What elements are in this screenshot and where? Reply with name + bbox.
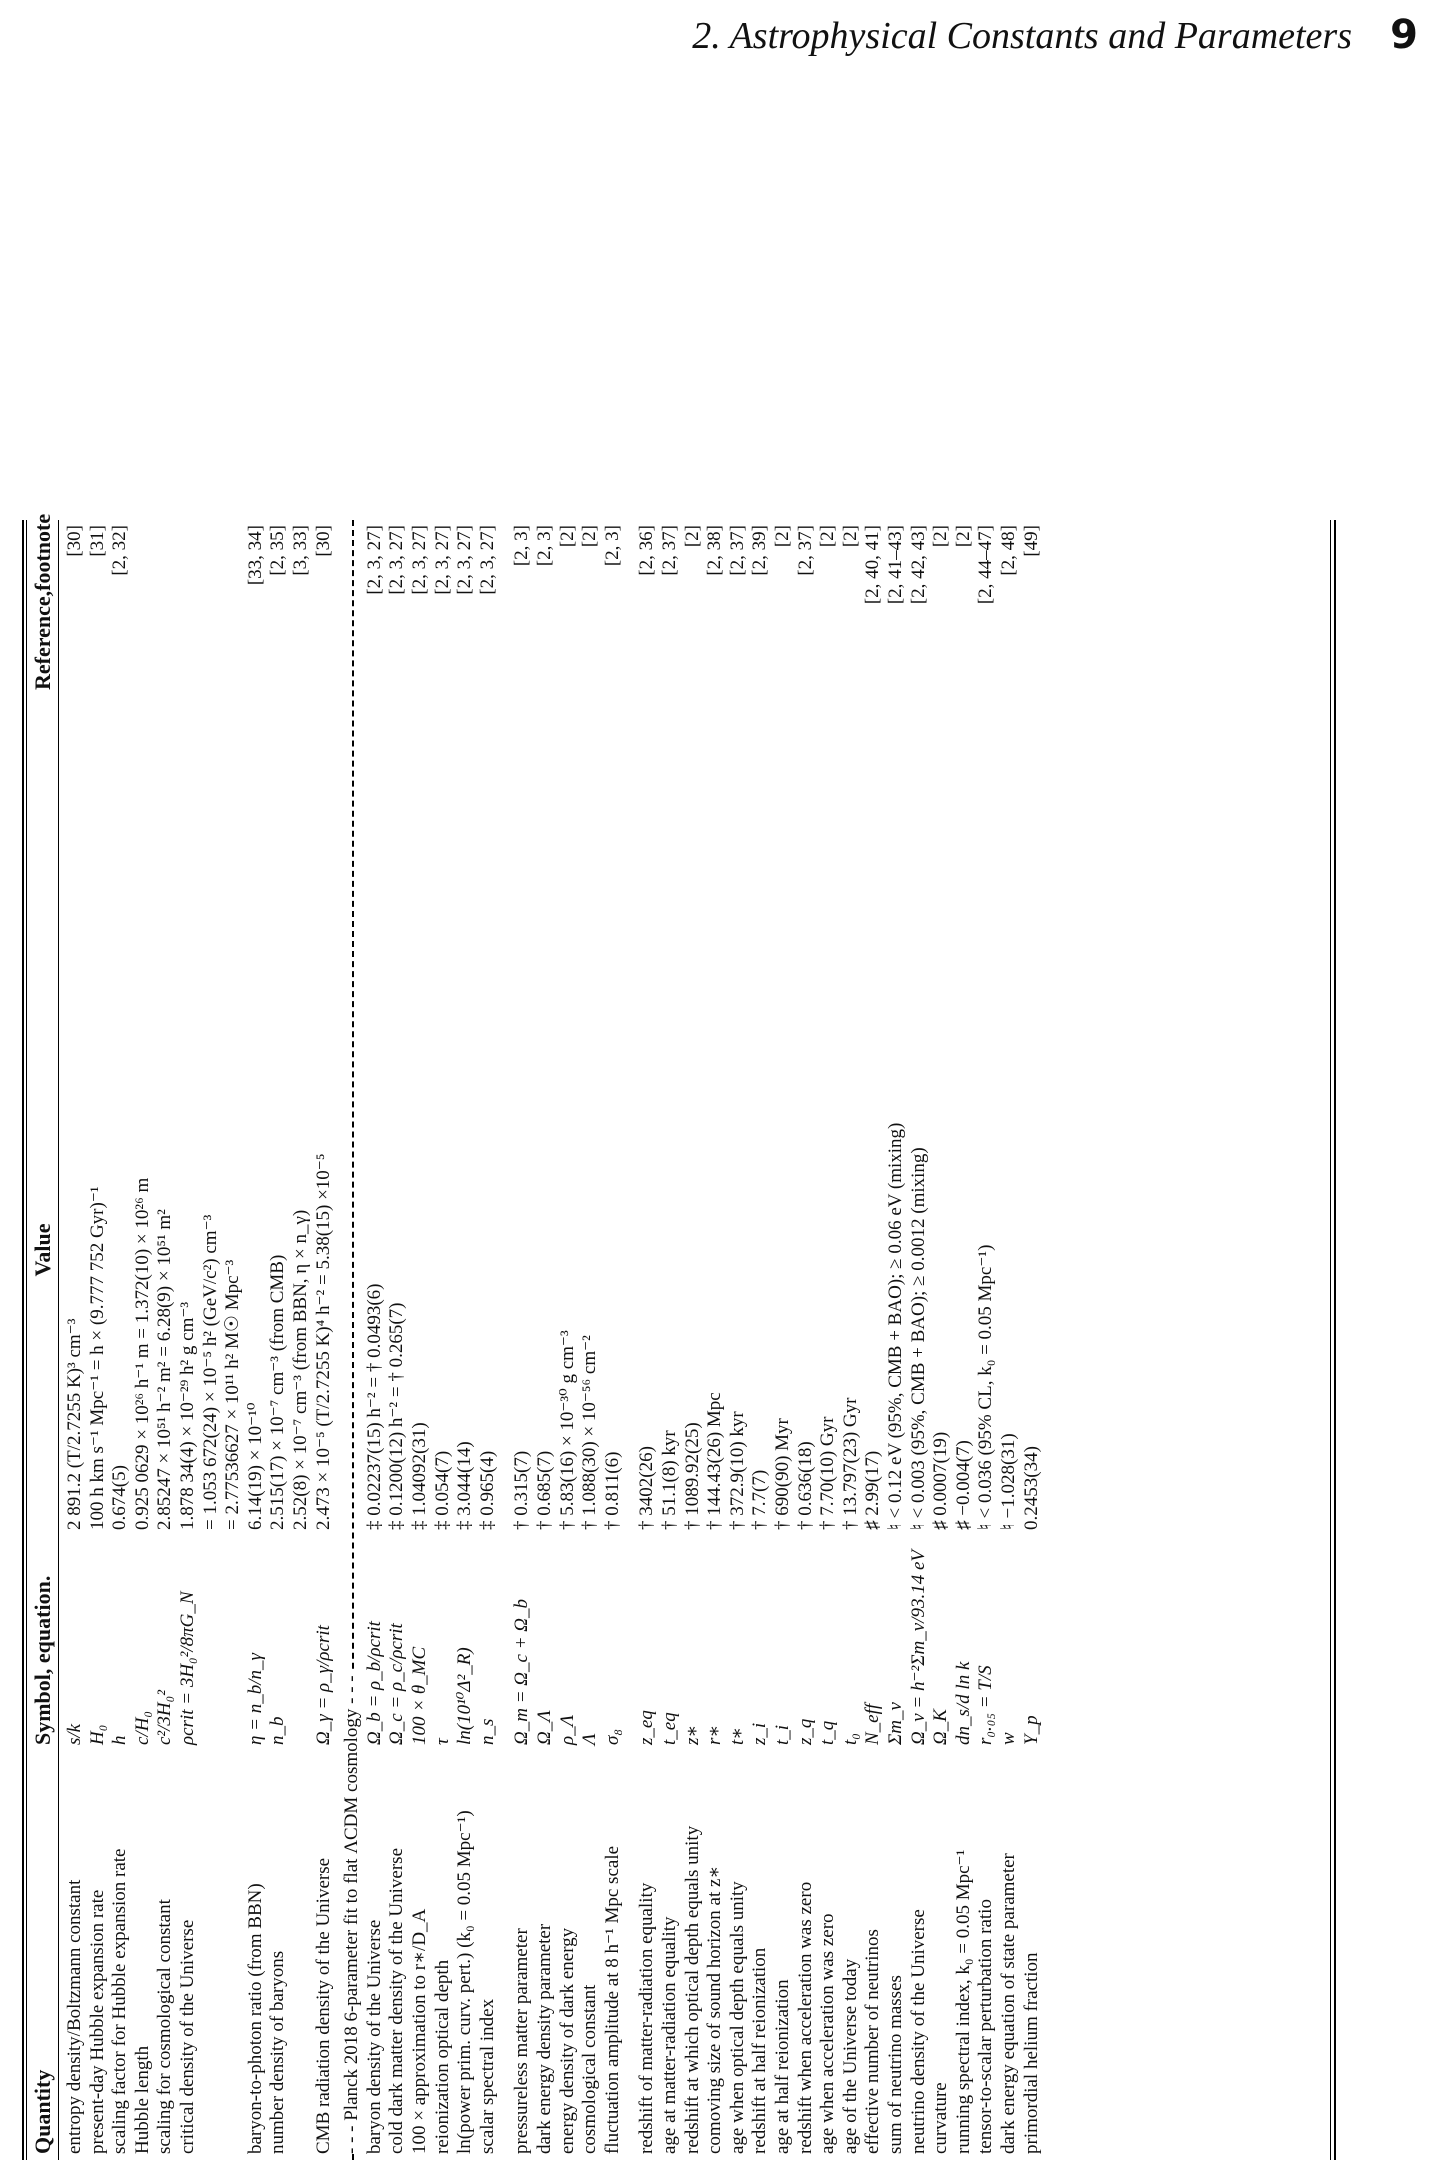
table-row xyxy=(953,520,975,2160)
cell-symbol: Ω_ν = h⁻²Σm_ν/93.14 eV xyxy=(907,1550,929,1745)
top-rule-inner xyxy=(26,520,27,2160)
cell-reference: [2, 3, 27] xyxy=(409,525,430,595)
cell-reference: [2, 37] xyxy=(794,525,816,576)
table-row xyxy=(1021,520,1043,2160)
cell-symbol: s/k xyxy=(64,1723,85,1745)
table-row xyxy=(862,520,884,2160)
cell-symbol: Ω_b = ρ_b/ρcrit xyxy=(363,1621,385,1745)
cell-value: ♯ 0.0007(19) xyxy=(930,1431,952,1530)
cell-value: † 690(90) Myr xyxy=(772,1418,793,1530)
cell-reference: [2, 35] xyxy=(267,525,289,576)
cell-reference: [2, 3] xyxy=(601,525,623,567)
cell-symbol: ρ_Λ xyxy=(556,1714,578,1745)
cell-value: ‡ 0.054(7) xyxy=(431,1450,453,1530)
running-head xyxy=(0,0,1432,70)
table-row xyxy=(87,520,109,2160)
table-row xyxy=(636,520,658,2160)
cell-reference: [49] xyxy=(1020,525,1042,557)
cell-value: 0.2453(34) xyxy=(1020,1446,1042,1530)
table-row xyxy=(386,520,408,2160)
table-row xyxy=(998,520,1020,2160)
header-symbol: Symbol, equation. xyxy=(30,1575,55,1745)
cell-value: † 7.70(10) Gyr xyxy=(817,1416,839,1530)
cell-value: † 13.797(23) Gyr xyxy=(839,1397,861,1530)
cell-value: † 51.1(8) kyr xyxy=(659,1430,680,1530)
cell-value: ‡ 0.965(4) xyxy=(476,1450,498,1530)
cell-quantity: effective number of neutrinos xyxy=(862,1929,884,2154)
table-row xyxy=(313,520,335,2160)
cell-symbol: t_q xyxy=(817,1720,839,1745)
table-row xyxy=(749,520,771,2160)
cell-value: ‡ 3.044(14) xyxy=(454,1441,476,1530)
cell-reference: [2, 3, 27] xyxy=(454,525,476,595)
table-row xyxy=(772,520,794,2160)
cell-reference: [2, 3, 27] xyxy=(431,525,453,595)
bottom-rule-inner xyxy=(1330,520,1331,2160)
cell-reference: [2] xyxy=(930,525,952,548)
cell-symbol: 100 × θ_MC xyxy=(409,1646,430,1745)
cell-reference: [2] xyxy=(952,525,974,548)
cell-quantity: baryon-to-photon ratio (from BBN) xyxy=(244,1883,266,2154)
cell-quantity: present-day Hubble expansion rate xyxy=(86,1889,108,2154)
cell-value: 2 891.2 (T/2.7255 K)³ cm⁻³ xyxy=(64,1318,85,1530)
page-number: 9 xyxy=(1390,12,1418,58)
table-row xyxy=(109,520,131,2160)
cell-reference: [2, 3] xyxy=(534,525,555,567)
cell-value: 1.878 34(4) × 10⁻²⁹ h² g cm⁻³ xyxy=(177,1301,198,1530)
cell-reference: [2, 32] xyxy=(109,525,131,576)
table-row xyxy=(177,520,199,2160)
table-row xyxy=(557,520,579,2160)
cell-reference: [3, 33] xyxy=(290,525,311,576)
cell-reference: [2, 42, 43] xyxy=(907,525,929,605)
cell-symbol: Ω_γ = ρ_γ/ρcrit xyxy=(312,1625,334,1745)
cell-reference: [2, 48] xyxy=(998,525,1019,576)
table-row xyxy=(659,520,681,2160)
table-row xyxy=(579,520,601,2160)
cell-reference: [2, 37] xyxy=(726,525,748,576)
table-row xyxy=(795,520,817,2160)
cell-symbol: ln(10¹⁰Δ²_R) xyxy=(454,1647,476,1745)
table-row xyxy=(154,520,176,2160)
cell-value: 0.674(5) xyxy=(109,1465,131,1530)
cell-quantity: cold dark matter density of the Universe xyxy=(386,1847,408,2154)
cell-quantity: tensor-to-scalar perturbation ratio xyxy=(975,1899,997,2154)
cell-value: † 144.43(26) Mpc xyxy=(704,1392,726,1530)
cell-value: † 0.315(7) xyxy=(511,1450,533,1530)
cell-reference: [2, 44–47] xyxy=(975,525,997,605)
cell-value: 2.473 × 10⁻⁵ (T/2.7255 K)⁴ h⁻² = 5.38(15) ×10⁻⁵ xyxy=(312,1153,334,1530)
cell-quantity: age at matter-radiation equality xyxy=(659,1916,680,2154)
cell-value: † 1089.92(25) xyxy=(681,1422,703,1530)
cell-value: † 0.685(7) xyxy=(534,1450,555,1530)
cell-quantity: age when acceleration was zero xyxy=(817,1913,839,2154)
cell-value: 6.14(19) × 10⁻¹⁰ xyxy=(244,1402,266,1530)
cell-quantity: scaling for cosmological constant xyxy=(154,1899,176,2154)
cell-symbol: σ₈ xyxy=(601,1729,623,1745)
cell-quantity: pressureless matter parameter xyxy=(511,1928,533,2154)
table-row xyxy=(885,520,907,2160)
cell-reference: [30] xyxy=(312,525,334,557)
cell-value: † 3402(26) xyxy=(636,1446,658,1530)
cell-value: = 2.77536627 × 10¹¹ h² M☉ Mpc⁻³ xyxy=(222,1259,244,1530)
cell-reference: [2] xyxy=(817,525,839,548)
cell-symbol: Σm_ν xyxy=(885,1702,906,1745)
cell-reference: [2, 37] xyxy=(659,525,680,576)
cell-symbol: ρcrit = 3H₀²/8πG_N xyxy=(177,1591,198,1745)
table-row xyxy=(477,520,499,2160)
cell-symbol: n_s xyxy=(476,1718,498,1745)
cell-symbol: z∗ xyxy=(681,1724,703,1745)
cell-value: ♯ 2.99(17) xyxy=(862,1450,884,1530)
cell-quantity: scalar spectral index xyxy=(476,1998,498,2154)
cell-reference: [2] xyxy=(839,525,861,548)
cell-quantity: comoving size of sound horizon at z∗ xyxy=(704,1865,726,2154)
table-row xyxy=(200,520,222,2160)
table-row xyxy=(267,520,289,2160)
cell-reference: [2, 3, 27] xyxy=(386,525,408,595)
header-rule xyxy=(58,520,59,2160)
cell-symbol: Ω_m = Ω_c + Ω_b xyxy=(511,1598,533,1745)
cell-quantity: 100 × approximation to r∗/D_A xyxy=(409,1908,430,2154)
cell-value: ‡ 0.02237(15) h⁻² = † 0.0493(6) xyxy=(363,1283,385,1530)
cell-symbol: Λ xyxy=(579,1733,601,1745)
table-row xyxy=(409,520,431,2160)
table-row xyxy=(132,520,154,2160)
cell-symbol: r∗ xyxy=(704,1724,726,1745)
table-row xyxy=(290,520,312,2160)
cell-reference: [2] xyxy=(681,525,703,548)
table-row xyxy=(245,520,267,2160)
cell-symbol: Y_p xyxy=(1020,1715,1042,1745)
cell-value: † 0.636(18) xyxy=(794,1441,816,1530)
running-head-title: 2. Astrophysical Constants and Parameters xyxy=(692,15,1352,57)
cell-quantity: scaling factor for Hubble expansion rate xyxy=(109,1848,131,2154)
table-row xyxy=(64,520,86,2160)
cell-value: 0.925 0629 × 10²⁶ h⁻¹ m = 1.372(10) × 10²⁶ m xyxy=(131,1177,153,1530)
cell-value: ‡ 0.1200(12) h⁻² = † 0.265(7) xyxy=(386,1302,408,1530)
cell-quantity: redshift when acceleration was zero xyxy=(794,1881,816,2154)
cell-value: † 372.9(10) kyr xyxy=(726,1411,748,1530)
cell-symbol: w xyxy=(998,1732,1019,1745)
cell-quantity: energy density of dark energy xyxy=(556,1927,578,2154)
cell-quantity: Hubble length xyxy=(131,2045,153,2154)
cell-quantity: neutrino density of the Universe xyxy=(907,1909,929,2154)
table-row xyxy=(602,520,624,2160)
cell-value: = 1.053 672(24) × 10⁻⁵ h² (GeV/c²) cm⁻³ xyxy=(199,1214,221,1530)
cell-reference: [31] xyxy=(86,525,108,557)
cell-reference: [2] xyxy=(772,525,793,548)
cell-reference: [2, 41–43] xyxy=(885,525,906,605)
table-row xyxy=(727,520,749,2160)
cell-quantity: redshift at which optical depth equals unity xyxy=(681,1825,703,2154)
table-row xyxy=(454,520,476,2160)
cell-symbol: Ω_Λ xyxy=(534,1710,555,1745)
cell-quantity: running spectral index, k₀ = 0.05 Mpc⁻¹ xyxy=(952,1849,974,2154)
cell-value: 2.85247 × 10⁵¹ h⁻² m² = 6.28(9) × 10⁵¹ m² xyxy=(154,1209,176,1530)
cell-value: † 7.7(7) xyxy=(749,1469,771,1530)
cell-symbol: z_eq xyxy=(636,1710,658,1745)
cell-quantity: ln(power prim. curv. pert.) (k₀ = 0.05 Mpc⁻¹) xyxy=(454,1810,476,2154)
table-row xyxy=(534,520,556,2160)
cell-quantity: entropy density/Boltzmann constant xyxy=(64,1879,85,2154)
table-row xyxy=(908,520,930,2160)
cell-value: 2.515(17) × 10⁻⁷ cm⁻³ (from CMB) xyxy=(267,1254,289,1530)
cell-reference: [2] xyxy=(556,525,578,548)
table-row xyxy=(364,520,386,2160)
cell-reference: [33, 34] xyxy=(244,525,266,586)
table-row xyxy=(704,520,726,2160)
header-value: Value xyxy=(30,1223,55,1277)
table-row xyxy=(682,520,704,2160)
cell-symbol: z_i xyxy=(749,1722,771,1745)
cell-value: ♮ < 0.003 (95%, CMB + BAO); ≥ 0.0012 (mixing) xyxy=(907,1147,929,1530)
section-title-text: - - - Planck 2018 6-parameter fit to flat ΛCDM cosmology - - - xyxy=(341,1669,363,2154)
table-row xyxy=(817,520,839,2160)
cell-quantity: redshift at half reionization xyxy=(749,1947,771,2154)
table-row xyxy=(840,520,862,2160)
cell-symbol: h xyxy=(109,1735,131,1745)
cell-quantity: primordial helium fraction xyxy=(1020,1952,1042,2154)
cell-value: ♯ −0.004(7) xyxy=(952,1440,974,1530)
cell-quantity: redshift of matter-radiation equality xyxy=(636,1882,658,2154)
cell-quantity: curvature xyxy=(930,2082,952,2154)
cell-symbol: Ω_K xyxy=(930,1709,952,1745)
cell-reference: [2, 3, 27] xyxy=(363,525,385,595)
cell-symbol: c²/3H₀² xyxy=(154,1690,176,1745)
cell-quantity: number density of baryons xyxy=(267,1950,289,2154)
cell-quantity: CMB radiation density of the Universe xyxy=(312,1857,334,2154)
cell-value: ‡ 1.04092(31) xyxy=(409,1422,430,1530)
cell-quantity: age at half reionization xyxy=(772,1979,793,2154)
cell-value: † 5.83(16) × 10⁻³⁰ g cm⁻³ xyxy=(556,1330,578,1530)
section-title xyxy=(341,520,363,2160)
cell-symbol: Ω_c = ρ_c/ρcrit xyxy=(386,1623,408,1745)
cell-value: 2.52(8) × 10⁻⁷ cm⁻³ (from BBN, η × n_γ) xyxy=(290,1209,311,1530)
cell-quantity: dark energy density parameter xyxy=(534,1923,555,2154)
table-row xyxy=(930,520,952,2160)
cell-value: † 1.088(30) × 10⁻⁵⁶ cm⁻² xyxy=(579,1335,601,1530)
cell-symbol: N_eff xyxy=(862,1703,884,1745)
table-row xyxy=(432,520,454,2160)
header-reference: Reference,footnote xyxy=(30,513,55,690)
cell-reference: [2, 38] xyxy=(704,525,726,576)
constants-table xyxy=(18,513,1348,2160)
cell-symbol: τ xyxy=(431,1738,453,1745)
cell-value: ♮ < 0.12 eV (95%, CMB + BAO); ≥ 0.06 eV (mixing) xyxy=(885,1122,906,1530)
table-row xyxy=(222,520,244,2160)
cell-symbol: η = n_b/n_γ xyxy=(244,1652,266,1745)
cell-quantity: fluctuation amplitude at 8 h⁻¹ Mpc scale xyxy=(601,1845,623,2154)
header-quantity: Quantity xyxy=(30,2069,55,2154)
cell-value: 100 h km s⁻¹ Mpc⁻¹ = h × (9.777 752 Gyr)⁻¹ xyxy=(86,1186,108,1530)
cell-symbol: H₀ xyxy=(86,1724,108,1745)
cell-reference: [2, 40, 41] xyxy=(862,525,884,605)
cell-reference: [30] xyxy=(64,525,85,557)
table-row xyxy=(511,520,533,2160)
cell-reference: [2, 36] xyxy=(636,525,658,576)
cell-symbol: r₀.₀₅ = T/S xyxy=(975,1665,997,1745)
cell-reference: [2, 39] xyxy=(749,525,771,576)
cell-symbol: z_q xyxy=(794,1718,816,1745)
cell-value: † 0.811(6) xyxy=(601,1451,623,1530)
bottom-rule xyxy=(1334,520,1336,2160)
cell-symbol: dn_s/d ln k xyxy=(952,1661,974,1745)
cell-symbol: t_eq xyxy=(659,1712,680,1745)
cell-quantity: age when optical depth equals unity xyxy=(726,1881,748,2154)
cell-quantity: dark energy equation of state parameter xyxy=(998,1853,1019,2154)
cell-quantity: critical density of the Universe xyxy=(177,1919,198,2154)
cell-reference: [2, 3] xyxy=(511,525,533,567)
cell-symbol: n_b xyxy=(267,1716,289,1745)
cell-quantity: reionization optical depth xyxy=(431,1959,453,2154)
cell-symbol: t∗ xyxy=(726,1726,748,1745)
cell-value: ♮ < 0.036 (95% CL, k₀ = 0.05 Mpc⁻¹) xyxy=(975,1244,997,1530)
top-rule xyxy=(22,520,24,2160)
cell-quantity: baryon density of the Universe xyxy=(363,1919,385,2154)
cell-symbol: t_i xyxy=(772,1724,793,1745)
cell-symbol: c/H₀ xyxy=(131,1710,153,1745)
cell-reference: [2, 3, 27] xyxy=(476,525,498,595)
cell-quantity: sum of neutrino masses xyxy=(885,1975,906,2154)
table-header xyxy=(30,513,55,2160)
table-row xyxy=(975,520,997,2160)
cell-symbol: t₀ xyxy=(839,1733,861,1745)
cell-reference: [2] xyxy=(579,525,601,548)
cell-quantity: cosmological constant xyxy=(579,1984,601,2154)
cell-quantity: age of the Universe today xyxy=(839,1958,861,2154)
cell-value: ♮ −1.028(31) xyxy=(998,1433,1019,1530)
